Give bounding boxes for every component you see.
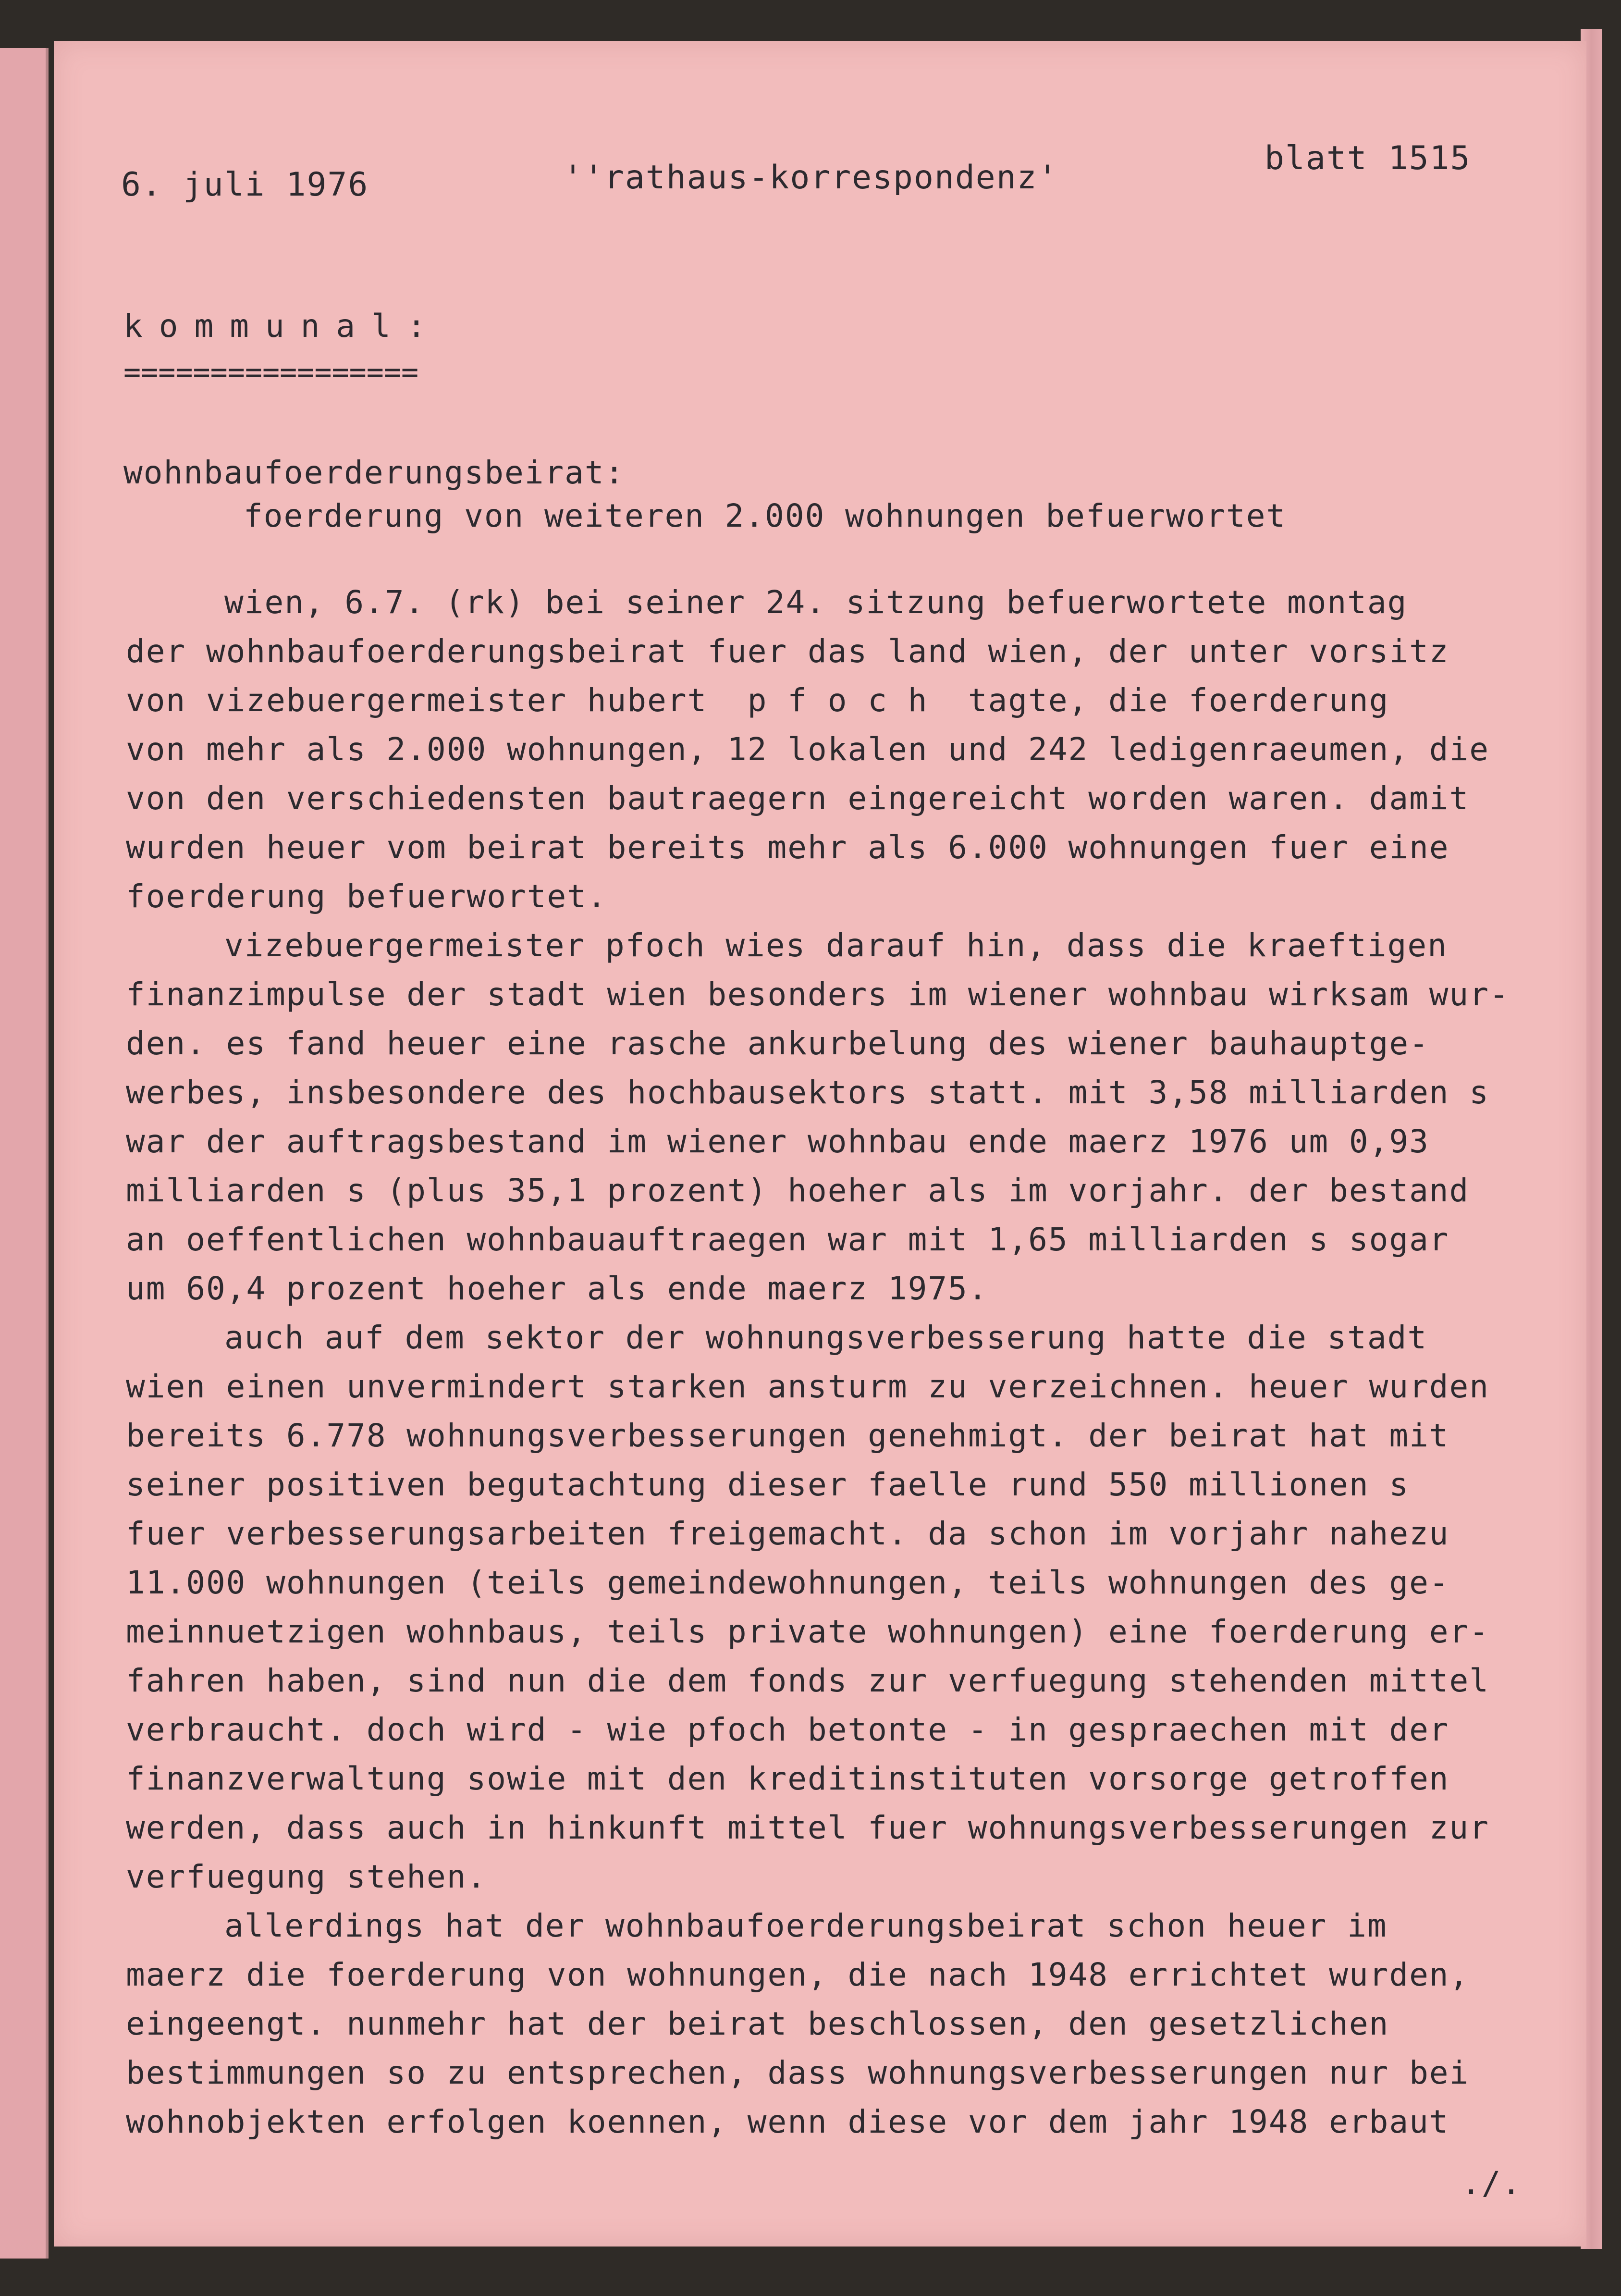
body-line: foerderung befuerwortet. [126,878,607,915]
body-line: finanzverwaltung sowie mit den kreditinstituten vorsorge getroffen [126,1760,1449,1797]
header-date: 6. juli 1976 [121,166,369,204]
body-line: wien einen unvermindert starken ansturm zu verzeichnen. heuer wurden [126,1368,1490,1405]
body-line: von vizebuergermeister hubert p f o c h tagte, die foerderung [126,682,1389,719]
body-line: maerz die foerderung von wohnungen, die nach 1948 errichtet wurden, [126,1956,1470,1993]
body-line: finanzimpulse der stadt wien besonders im wiener wohnbau wirksam wur- [126,976,1510,1013]
header-publication: ''rathaus-korrespondenz' [563,159,1058,197]
body-line: werden, dass auch in hinkunft mittel fuer wohnungsverbesserungen zur [126,1809,1490,1846]
body-line: den. es fand heuer eine rasche ankurbelung des wiener bauhauptge- [126,1025,1429,1062]
section-underline: ================= [123,356,419,389]
body-line: auch auf dem sektor der wohnungsverbesserung hatte die stadt [224,1319,1428,1356]
body-line: wien, 6.7. (rk) bei seiner 24. sitzung befuerwortete montag [224,584,1408,621]
body-line: fuer verbesserungsarbeiten freigemacht. da schon im vorjahr nahezu [126,1515,1449,1552]
body-line: wurden heuer vom beirat bereits mehr als 6.000 wohnungen fuer eine [126,829,1449,866]
adjacent-page-edge [0,48,49,2259]
body-line: an oeffentlichen wohnbauauftraegen war mit 1,65 milliarden s sogar [126,1221,1449,1258]
body-line: wohnobjekten erfolgen koennen, wenn diese vor dem jahr 1948 erbaut [126,2103,1449,2140]
body-line: vizebuergermeister pfoch wies darauf hin, dass die kraeftigen [224,927,1448,964]
body-line: der wohnbaufoerderungsbeirat fuer das land wien, der unter vorsitz [126,633,1449,670]
body-line: milliarden s (plus 35,1 prozent) hoeher als im vorjahr. der bestand [126,1172,1470,1209]
header-sheet-number: blatt 1515 [1265,139,1471,177]
body-line: seiner positiven begutachtung dieser faelle rund 550 millionen s [126,1466,1410,1503]
body-line: eingeengt. nunmehr hat der beirat beschlossen, den gesetzlichen [126,2005,1389,2042]
body-line: von mehr als 2.000 wohnungen, 12 lokalen und 242 ledigenraeumen, die [126,731,1490,768]
body-line: verfuegung stehen. [126,1858,487,1895]
body-line: war der auftragsbestand im wiener wohnbau ende maerz 1976 um 0,93 [126,1123,1429,1160]
section-heading: kommunal: [123,308,442,345]
body-line: bereits 6.778 wohnungsverbesserungen genehmigt. der beirat hat mit [126,1417,1449,1454]
document-page [54,41,1586,2247]
body-line: um 60,4 prozent hoeher als ende maerz 1975. [126,1270,988,1307]
body-line: werbes, insbesondere des hochbausektors statt. mit 3,58 milliarden s [126,1074,1490,1111]
body-line: meinnuetzigen wohnbaus, teils private wohnungen) eine foerderung er- [126,1613,1490,1650]
article-title: wohnbaufoerderungsbeirat: [123,454,625,491]
body-line: verbraucht. doch wird - wie pfoch betonte - in gespraechen mit der [126,1711,1449,1748]
body-line: von den verschiedensten bautraegern eingereicht worden waren. damit [126,780,1470,817]
continuation-mark: ./. [1461,2165,1522,2202]
body-line: 11.000 wohnungen (teils gemeindewohnungen, teils wohnungen des ge- [126,1564,1449,1601]
article-subtitle: foerderung von weiteren 2.000 wohnungen befuerwortet [244,497,1287,534]
body-line: allerdings hat der wohnbaufoerderungsbeirat schon heuer im [224,1907,1388,1944]
body-line: bestimmungen so zu entsprechen, dass wohnungsverbesserungen nur bei [126,2054,1470,2091]
body-line: fahren haben, sind nun die dem fonds zur verfuegung stehenden mittel [126,1662,1490,1699]
